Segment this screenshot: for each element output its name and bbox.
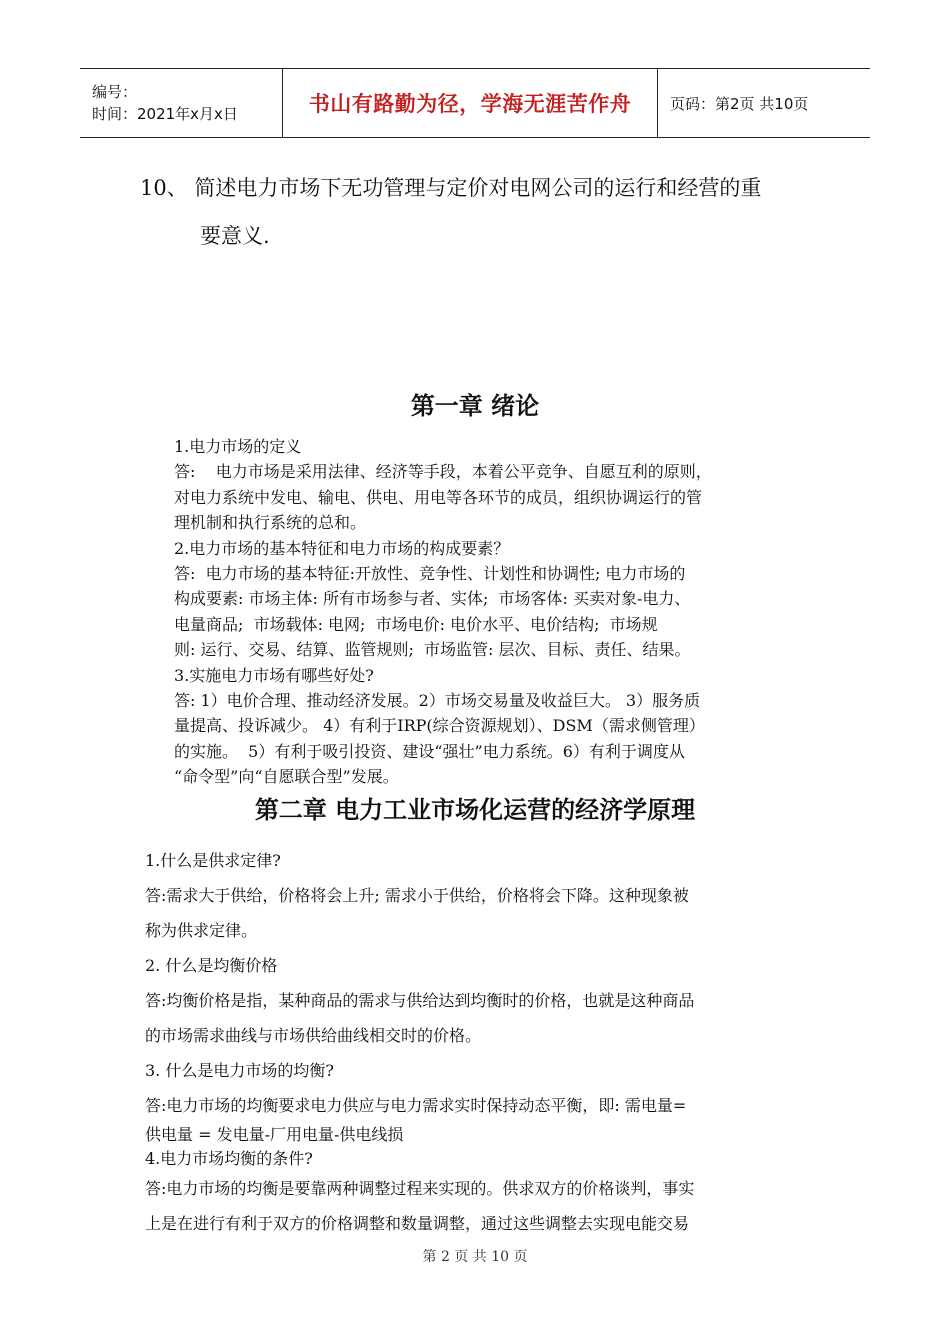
chapter-2-title: 第二章 电力工业市场化运营的经济学原理 bbox=[254, 796, 696, 824]
header-motto: 书山有路勤为径，学海无涯苦作舟 bbox=[308, 92, 632, 116]
chapter-1-line: 对电力系统中发电、输电、供电、用电等各环节的成员，组织协调运行的管 bbox=[174, 487, 703, 507]
chapter-2-line: 2. 什么是均衡价格 bbox=[145, 956, 278, 975]
chapter-2-body bbox=[145, 843, 835, 1241]
chapter-1-line: 1.电力市场的定义 bbox=[174, 437, 302, 456]
header-motto-cell bbox=[282, 69, 658, 137]
document-number-label: 编号： bbox=[92, 83, 138, 101]
chapter-2-line: 上是在进行有利于双方的价格调整和数量调整，通过这些调整去实现电能交易 bbox=[145, 1214, 690, 1233]
question-10-line-1: 10、 简述电力市场下无功管理与定价对电网公司的运行和经营的重 bbox=[140, 176, 762, 200]
question-10-line-2: 要意义. bbox=[200, 224, 270, 248]
chapter-1-title: 第一章 绪论 bbox=[410, 392, 540, 420]
document-date-label: 时间：2021年x月x日 bbox=[92, 105, 238, 123]
chapter-1-line: 2.电力市场的基本特征和电力市场的构成要素？ bbox=[174, 538, 510, 558]
chapter-2-line: 4.电力市场均衡的条件? bbox=[145, 1149, 313, 1168]
chapter-2-line: 答:需求大于供给，价格将会上升; 需求小于供给，价格将会下降。这种现象被 bbox=[145, 886, 689, 905]
chapter-2-line: 的市场需求曲线与市场供给曲线相交时的价格。 bbox=[145, 1026, 482, 1045]
chapter-1-line: 则: 运行、交易、结算、监管规则; 市场监管: 层次、目标、责任、结果。 bbox=[174, 640, 691, 660]
chapter-1-body bbox=[174, 434, 834, 790]
chapter-1-line: 电量商品; 市场载体: 电网; 市场电价: 电价水平、电价结构; 市场规 bbox=[174, 614, 658, 634]
chapter-1-line: “命令型”向“自愿联合型”发展。 bbox=[174, 767, 399, 787]
chapter-1-line: 3.实施电力市场有哪些好处? bbox=[174, 665, 374, 685]
chapter-1-line: 答: 电力市场的基本特征:开放性、竞争性、计划性和协调性; 电力市场的 bbox=[174, 564, 686, 584]
header-page-info: 页码：第2页 共10页 bbox=[670, 94, 809, 113]
chapter-2-line: 供电量 = 发电量-厂用电量-供电线损 bbox=[145, 1125, 404, 1144]
chapter-1-line: 构成要素: 市场主体: 所有市场参与者、实体; 市场客体: 买卖对象-电力、 bbox=[174, 589, 691, 609]
chapter-1-line: 答: 1）电价合理、推动经济发展。2）市场交易量及收益巨大。 3）服务质 bbox=[174, 691, 701, 711]
chapter-2-line: 1.什么是供求定律? bbox=[145, 851, 281, 870]
header-page-info-cell bbox=[658, 69, 870, 137]
chapter-1-line: 的实施。 5）有利于吸引投资、建设“强壮”电力系统。6）有利于调度从 bbox=[174, 741, 685, 761]
chapter-2-line: 3. 什么是电力市场的均衡? bbox=[145, 1061, 334, 1080]
chapter-2-line: 答:电力市场的均衡要求电力供应与电力需求实时保持动态平衡，即: 需电量= bbox=[145, 1096, 687, 1115]
page-header bbox=[80, 68, 870, 138]
chapter-1-line: 量提高、投诉减少。 4）有利于IRP(综合资源规划）、DSM（需求侧管理） bbox=[174, 716, 705, 736]
page-footer: 第 2 页 共 10 页 bbox=[422, 1249, 528, 1265]
chapter-1-line: 理机制和执行系统的总和。 bbox=[174, 513, 367, 533]
chapter-2-line: 答:电力市场的均衡是要靠两种调整过程来实现的。供求双方的价格谈判，事实 bbox=[145, 1179, 695, 1198]
chapter-2-line: 称为供求定律。 bbox=[145, 921, 258, 940]
header-meta bbox=[80, 69, 282, 137]
chapter-1-line: 答: 电力市场是采用法律、经济等手段，本着公平竞争、自愿互利的原则， bbox=[174, 462, 712, 482]
chapter-2-line: 答:均衡价格是指，某种商品的需求与供给达到均衡时的价格，也就是这种商品 bbox=[145, 991, 695, 1010]
